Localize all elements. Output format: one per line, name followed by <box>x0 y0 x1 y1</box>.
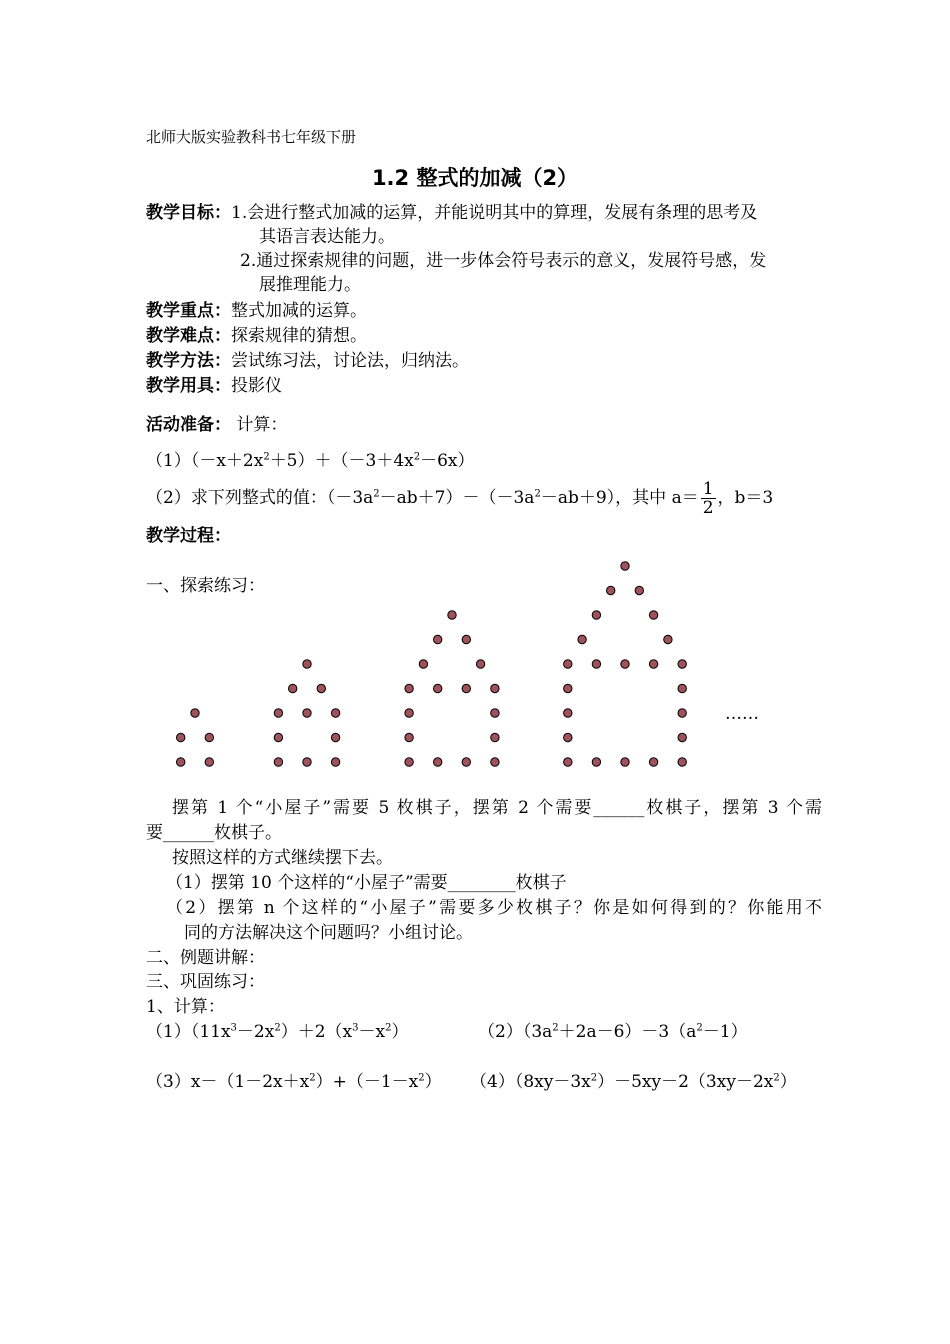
house-1-dot <box>205 733 213 741</box>
house-4-dot <box>678 733 686 741</box>
goals-label: 教学目标： <box>146 203 231 223</box>
house-3-dot <box>476 660 484 668</box>
house-2-dot <box>303 758 311 766</box>
house-3-dot <box>434 684 442 692</box>
goal-1-line-2: 其语言表达能力。 <box>259 227 395 247</box>
house-3-dot <box>434 758 442 766</box>
ellipsis: …… <box>725 704 759 724</box>
tools-text: 投影仪 <box>231 376 282 396</box>
goal-1-line-1: 1.会进行整式加减的运算，并能说明其中的算理，发展有条理的思考及 <box>231 203 758 223</box>
house-3-dot <box>491 733 499 741</box>
house-4-dot <box>621 562 629 570</box>
house-2-dot <box>289 684 297 692</box>
method-text: 尝试练习法，讨论法，归纳法。 <box>231 351 469 371</box>
fraction-one-half: $\frac{1}{2}$ <box>702 479 714 518</box>
house-3-dot <box>491 684 499 692</box>
page-title: 1.2 整式的加减（2） <box>371 166 579 190</box>
key-text: 整式加减的运算。 <box>231 301 367 321</box>
question-1: （1）摆第 10 个这样的“小屋子”需要________枚棋子 <box>166 873 567 893</box>
house-4-dot <box>649 611 657 619</box>
house-4-dot <box>649 758 657 766</box>
house-4-dot <box>635 586 643 594</box>
house-4-dot <box>564 733 572 741</box>
paragraph-1-line-2: 要______枚棋子。 <box>146 823 282 843</box>
house-4-dot <box>578 635 586 643</box>
house-3-dot <box>491 709 499 717</box>
house-2-dot <box>331 758 339 766</box>
question-2-line-2: 同的方法解决这个问题吗？小组讨论。 <box>184 923 473 943</box>
house-3-dot <box>491 758 499 766</box>
house-2-dot <box>331 733 339 741</box>
house-1-dot <box>205 758 213 766</box>
exercise-1: $(1)(11x^3-2x^2)+2(x^3-x^2)$ <box>146 1022 409 1042</box>
header-text: 北师大版实验教科书七年级下册 <box>146 128 357 146</box>
house-3-dot <box>405 758 413 766</box>
house-4-dot <box>592 758 600 766</box>
house-4-dot <box>564 758 572 766</box>
exercise-3: $(3)x-(1-2x+x^2)+(-1-x^2)$ <box>146 1072 442 1092</box>
house-1-dot <box>177 733 185 741</box>
process-label: 教学过程： <box>146 526 231 546</box>
difficulty-label: 教学难点： <box>146 326 231 346</box>
house-4-dot <box>678 684 686 692</box>
house-2-dot <box>274 758 282 766</box>
house-4-dot <box>592 611 600 619</box>
exercise-2: $(2)(3a^2+2a-6)-3(a^2-1)$ <box>478 1022 748 1042</box>
house-4-dot <box>649 660 657 668</box>
house-4-dot <box>664 635 672 643</box>
house-3-dot <box>405 709 413 717</box>
house-3-dot <box>462 635 470 643</box>
exercise-heading: 1、计算： <box>146 997 225 1017</box>
house-3-dot <box>419 660 427 668</box>
house-4-dot <box>564 660 572 668</box>
tools-label: 教学用具： <box>146 376 231 396</box>
house-3-dot <box>462 758 470 766</box>
house-4-dot <box>678 709 686 717</box>
house-4-dot <box>678 758 686 766</box>
section-3-heading: 三、巩固练习： <box>146 972 265 992</box>
house-2-dot <box>303 660 311 668</box>
house-3-dot <box>448 611 456 619</box>
prep-question-2: （2）求下列整式的值：$(-3a^2-ab+7)-(-3a^2-ab+9)$，其中 a＝ $\frac{1}{2}$ ，b＝3 <box>146 479 774 518</box>
house-4-dot <box>621 758 629 766</box>
house-4-dot <box>621 660 629 668</box>
prep-question-1: $(1)(-x+2x^2+5)+(-3+4x^2-6x)$ <box>146 451 475 471</box>
exercise-4: $(4)(8xy-3x^2)-5xy-2(3xy-2x^2)$ <box>470 1072 797 1092</box>
method-label: 教学方法： <box>146 351 231 371</box>
key-label: 教学重点： <box>146 301 231 321</box>
prep-text: 计算： <box>236 415 288 435</box>
house-4-dot <box>564 684 572 692</box>
goal-2-line-2: 展推理能力。 <box>259 275 361 295</box>
question-2-line-1: （2）摆第 n 个这样的“小屋子”需要多少枚棋子？你是如何得到的？你能用不 <box>166 898 822 918</box>
house-3-dot <box>405 733 413 741</box>
prep-label: 活动准备： <box>146 415 231 435</box>
house-2-dot <box>274 709 282 717</box>
house-4-dot <box>607 586 615 594</box>
paragraph-1-line-1: 摆第 1 个“小屋子”需要 5 枚棋子，摆第 2 个需要______枚棋子，摆第 3 个需 <box>172 798 822 818</box>
house-4-dot <box>678 660 686 668</box>
goal-2-line-1: 2.通过探索规律的问题，进一步体会符号表示的意义，发展符号感，发 <box>240 251 767 271</box>
house-4-dot <box>592 660 600 668</box>
house-2-dot <box>274 733 282 741</box>
house-2-dot <box>303 709 311 717</box>
difficulty-text: 探索规律的猜想。 <box>231 326 367 346</box>
house-3-dot <box>462 684 470 692</box>
section-2-heading: 二、例题讲解： <box>146 948 265 968</box>
house-3-dot <box>434 635 442 643</box>
house-2-dot <box>317 684 325 692</box>
house-4-dot <box>564 709 572 717</box>
house-2-dot <box>331 709 339 717</box>
house-3-dot <box>405 684 413 692</box>
section-1-heading: 一、探索练习： <box>146 576 265 596</box>
paragraph-2: 按照这样的方式继续摆下去。 <box>172 848 393 868</box>
house-1-dot <box>191 709 199 717</box>
house-1-dot <box>177 758 185 766</box>
